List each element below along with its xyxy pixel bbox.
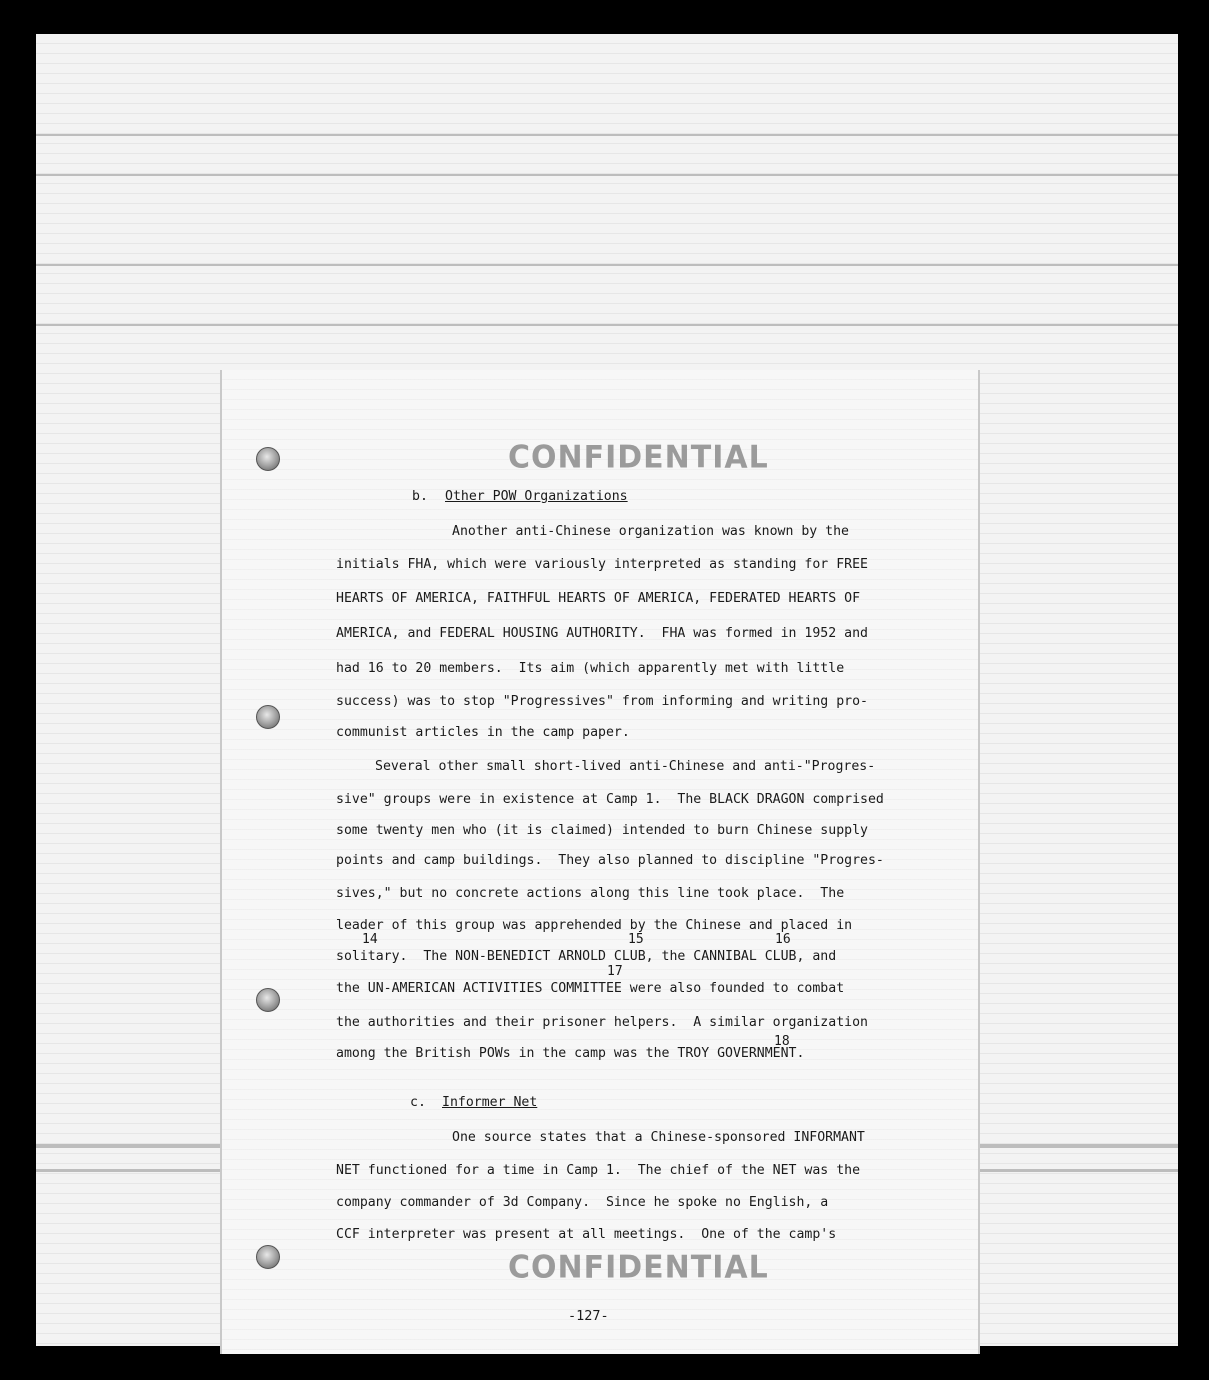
para2-line: the UN-AMERICAN ACTIVITIES COMMITTEE were also founded to combat (336, 981, 845, 996)
para3-line: CCF interpreter was present at all meetings. One of the camp's (336, 1227, 837, 1242)
punch-hole (256, 988, 280, 1012)
para1-line: AMERICA, and FEDERAL HOUSING AUTHORITY. FHA was formed in 1952 and (336, 626, 868, 641)
para1-line: had 16 to 20 members. Its aim (which apparently met with little (336, 661, 845, 676)
para1-line: communist articles in the camp paper. (336, 725, 630, 740)
para1-line: HEARTS OF AMERICA, FAITHFUL HEARTS OF AMERICA, FEDERATED HEARTS OF (336, 591, 861, 606)
footnote-17: 17 (607, 964, 623, 979)
confidential-stamp-top: CONFIDENTIAL (508, 439, 769, 476)
punch-hole (256, 705, 280, 729)
footnote-16: 16 (775, 932, 791, 947)
para2-line: points and camp buildings. They also planned to discipline "Progres- (336, 853, 884, 868)
para2-line: Several other small short-lived anti-Chinese and anti-"Progres- (375, 759, 876, 774)
para1-line: Another anti-Chinese organization was known by the (452, 524, 849, 539)
para3-line: company commander of 3d Company. Since he spoke no English, a (336, 1195, 829, 1210)
footnote-18: 18 (774, 1034, 790, 1049)
section-b-title: Other POW Organizations (445, 489, 628, 504)
footnote-14: 14 (362, 932, 378, 947)
para2-line: some twenty men who (it is claimed) intended to burn Chinese supply (336, 823, 868, 838)
para2-line: sives," but no concrete actions along this line took place. The (336, 886, 845, 901)
para2-line: among the British POWs in the camp was the TROY GOVERNMENT. (336, 1046, 805, 1061)
footnote-15: 15 (628, 932, 644, 947)
para1-line: initials FHA, which were variously interpreted as standing for FREE (336, 557, 868, 572)
para3-line: One source states that a Chinese-sponsored INFORMANT (452, 1130, 865, 1145)
para2-line: the authorities and their prisoner helpers. A similar organization (336, 1015, 868, 1030)
page-number: -127- (568, 1308, 609, 1324)
section-c-letter: c. (410, 1095, 426, 1110)
para3-line: NET functioned for a time in Camp 1. The chief of the NET was the (336, 1163, 861, 1178)
para2-line: leader of this group was apprehended by the Chinese and placed in (336, 918, 853, 933)
section-b-letter: b. (412, 489, 428, 504)
confidential-stamp-bottom: CONFIDENTIAL (508, 1249, 769, 1286)
para1-line: success) was to stop "Progressives" from informing and writing pro- (336, 694, 868, 709)
para2-line: solitary. The NON-BENEDICT ARNOLD CLUB, the CANNIBAL CLUB, and (336, 949, 837, 964)
section-c-title: Informer Net (442, 1095, 538, 1110)
punch-hole (256, 447, 280, 471)
punch-hole (256, 1245, 280, 1269)
para2-line: sive" groups were in existence at Camp 1. The BLACK DRAGON comprised (336, 792, 884, 807)
